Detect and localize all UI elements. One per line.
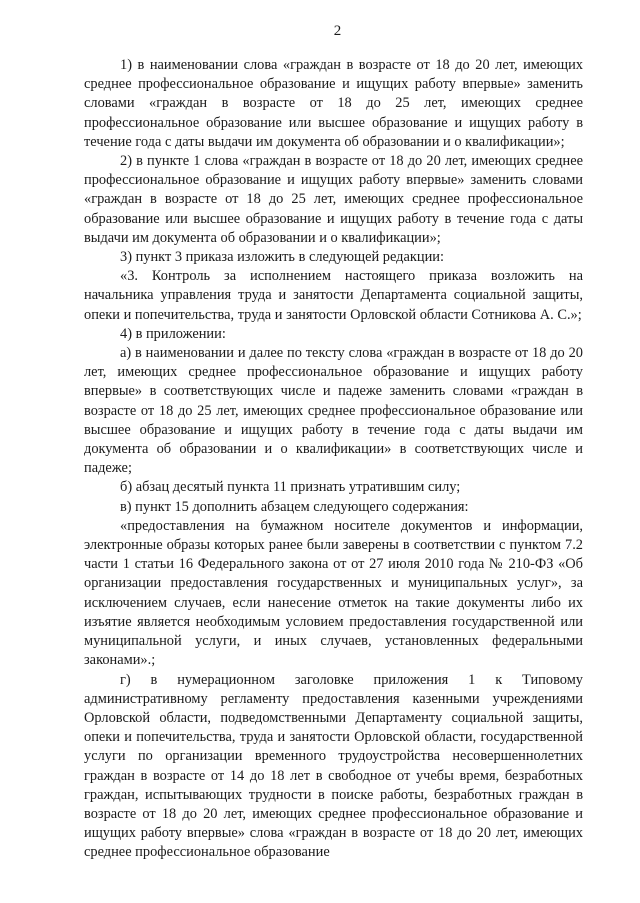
paragraph-clause-3-text: «3. Контроль за исполнением настоящего приказа возложить на начальника управления труда и занятости Департамента социальной защиты, опеки и попечительства, труда и занятости Орловской области Сотникова А. С.»; bbox=[84, 268, 583, 323]
paragraph-subitem-b: б) абзац десятый пункта 11 признать утратившим силу; bbox=[120, 479, 461, 496]
paragraph-amendment-2: 2) в пункте 1 слова «граждан в возрасте от 18 до 20 лет, имеющих среднее профессиональное образование и ищущих работу впервые» заменить словами «граждан в возрасте от 18 до 25 лет, имеющих среднее профессиональное образование или высшее образование и ищущих работу в течение года с даты выдачи им документа об образовании и о квалификации»; bbox=[84, 153, 583, 246]
paragraph-new-abzats: «предоставления на бумажном носителе документов и информации, электронные образы которых ранее были заверены в соответствии с пунктом 7.2 части 1 статьи 16 Федерального закона от от 27 июля 2010 года № 210-ФЗ «Об организации предоставления государственных и муниципальных услуг», за исключением случаев, если нанесение отметок на такие документы либо их изъятие является необходимым условием предоставления государственной или муниципальной услуги, и иных случаев, установленных федеральными законами».; bbox=[84, 517, 583, 669]
paragraph-subitem-g: г) в нумерационном заголовке приложения 1 к Типовому административному регламенту предоставления казенными учреждениями Орловской области, подведомственными Департаменту социальной защиты, опеки и попечительства, труда и занятости Орловской области, государственной услуги по организации временного трудоустройства несовершеннолетних граждан в возрасте от 14 до 18 лет в свободное от учебы время, безработных граждан, испытывающих трудности в поиске работы, безработных граждан в возрасте от 18 до 20 лет, имеющих среднее профессиональное образование и ищущих работу впервые» слова «граждан в возрасте от 18 до 20 лет, имеющих среднее профессиональное образование bbox=[84, 671, 583, 861]
paragraph-subitem-a: а) в наименовании и далее по тексту слова «граждан в возрасте от 18 до 20 лет, имеющих среднее профессиональное образование и ищущих работу впервые» в соответствующих числе и падеже заменить словами «граждан в возрасте от 18 до 25 лет, имеющих среднее профессиональное образование или высшее образование и ищущих работу в течение года с даты выдачи им документа об образовании и о квалификации» в соответствующих числе и падеже; bbox=[84, 345, 583, 477]
document-body bbox=[84, 56, 583, 863]
paragraph-amendment-3: 3) пункт 3 приказа изложить в следующей редакции: bbox=[120, 249, 444, 266]
paragraph-amendment-4: 4) в приложении: bbox=[120, 325, 226, 342]
paragraph-subitem-v: в) пункт 15 дополнить абзацем следующего содержания: bbox=[120, 498, 469, 515]
page-number: 2 bbox=[333, 23, 342, 39]
paragraph-amendment-1: 1) в наименовании слова «граждан в возрасте от 18 до 20 лет, имеющих среднее профессиональное образование и ищущих работу впервые» заменить словами «граждан в возрасте от 18 до 25 лет, имеющих среднее профессиональное образование или высшее образование и ищущих работу в течение года с даты выдачи им документа об образовании и о квалификации»; bbox=[84, 57, 583, 150]
